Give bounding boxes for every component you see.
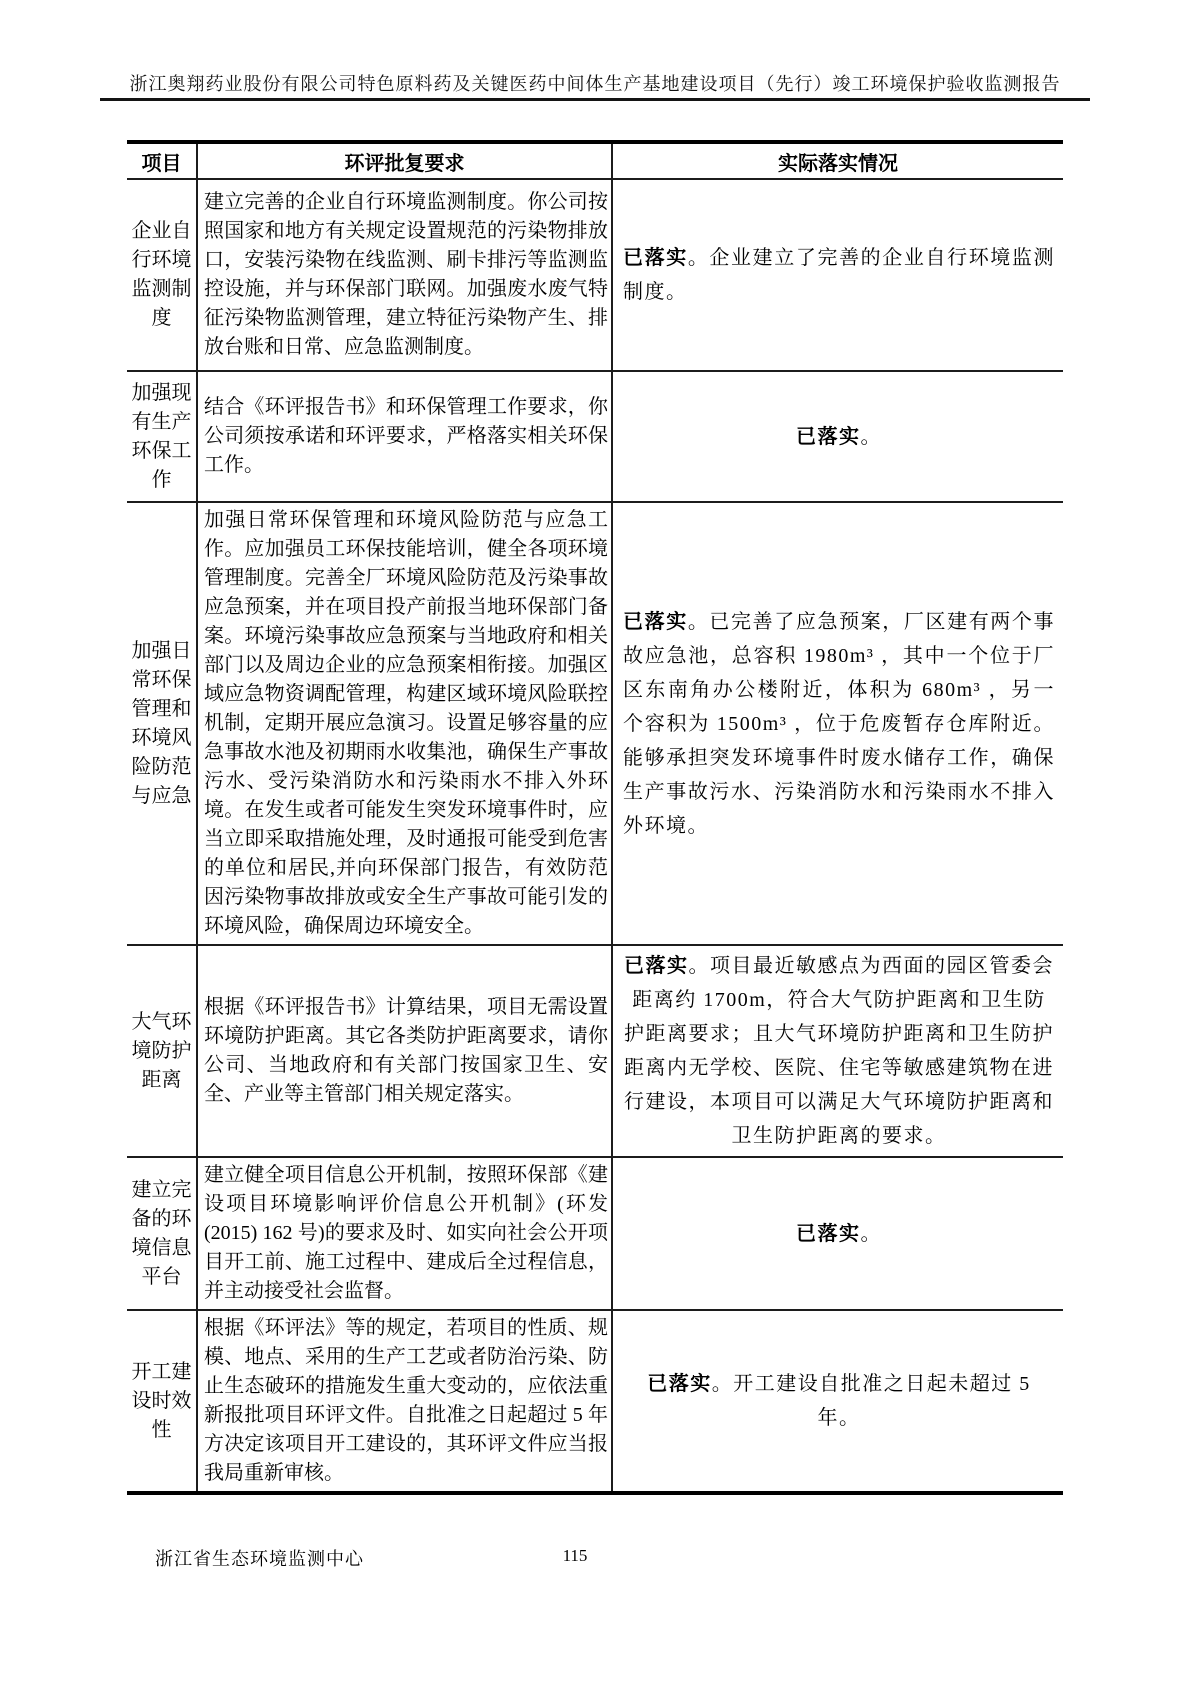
status-text: 。开工建设自批准之日起未超过 5 年。 [711, 1373, 1031, 1429]
item-label: 企业自行环境监测制度 [127, 179, 197, 371]
item-label: 建立完备的环境信息平台 [127, 1157, 197, 1310]
status-text: 。 [860, 425, 882, 448]
status-badge: 已落实 [647, 1373, 712, 1395]
status-badge: 已落实 [623, 610, 688, 633]
column-header-requirement: 环评批复要求 [197, 142, 612, 179]
table-header-row [127, 142, 1063, 179]
table-row [127, 945, 1063, 1157]
status-text: 。项目最近敏感点为西面的园区管委会距离约 1700m，符合大气防护距离和卫生防护距离要求；且大气环境防护距离和卫生防护距离内无学校、医院、住宅等敏感建筑物在进行建设，本项目可以满足大气环境防护距离和卫生防护距离的要求。 [624, 955, 1054, 1147]
page-header-title: 浙江奥翔药业股份有限公司特色原料药及关键医药中间体生产基地建设项目（先行）竣工环境保护验收监测报告 [129, 74, 1061, 94]
status-badge: 已落实 [623, 247, 688, 269]
status-badge: 已落实 [796, 1222, 861, 1245]
requirement-text: 结合《环评报告书》和环保管理工作要求，你公司须按承诺和环评要求，严格落实相关环保工作。 [197, 371, 612, 502]
footer-organization: 浙江省生态环境监测中心 [155, 1549, 364, 1569]
status-text: 。已完善了应急预案，厂区建有两个事故应急池，总容积 1980m³ ，其中一个位于厂区东南角办公楼附近，体积为 680m³ ，另一个容积为 1500m³ ，位于危废暂存仓库附近。能够承担突发环境事件时废水储存工作，确保生产事故污水、污染消防水和污染雨水不排入外环境。 [623, 610, 1056, 837]
table-row [127, 179, 1063, 371]
status-cell [612, 945, 1063, 1157]
status-badge: 已落实 [796, 425, 861, 448]
item-label: 大气环境防护距离 [127, 945, 197, 1157]
header-rule [100, 98, 1090, 101]
table-row [127, 371, 1063, 502]
table-row [127, 502, 1063, 945]
status-cell [612, 1310, 1063, 1493]
item-label: 开工建设时效性 [127, 1310, 197, 1493]
requirement-text: 建立完善的企业自行环境监测制度。你公司按照国家和地方有关规定设置规范的污染物排放口，安装污染物在线监测、刷卡排污等监测监控设施，并与环保部门联网。加强废水废气特征污染物监测管理，建立特征污染物产生、排放台账和日常、应急监测制度。 [197, 179, 612, 371]
status-cell [612, 1157, 1063, 1310]
item-label: 加强日常环保管理和环境风险防范与应急 [127, 502, 197, 945]
requirement-text: 建立健全项目信息公开机制，按照环保部《建设项目环境影响评价信息公开机制》(环发 (2015) 162 号)的要求及时、如实向社会公开项目开工前、施工过程中、建成后全过程信息，并主动接受社会监督。 [197, 1157, 612, 1310]
column-header-item: 项目 [127, 142, 197, 179]
status-text: 。 [860, 1222, 882, 1245]
requirement-text: 根据《环评报告书》计算结果，项目无需设置环境防护距离。其它各类防护距离要求，请你公司、当地政府和有关部门按国家卫生、安全、产业等主管部门相关规定落实。 [197, 945, 612, 1157]
requirement-text: 根据《环评法》等的规定，若项目的性质、规模、地点、采用的生产工艺或者防治污染、防止生态破环的措施发生重大变动的，应依法重新报批项目环评文件。自批准之日起超过 5 年方决定该项目开工建设的，其环评文件应当报我局重新审核。 [197, 1310, 612, 1493]
status-cell [612, 371, 1063, 502]
table-row [127, 1157, 1063, 1310]
column-header-implementation: 实际落实情况 [612, 142, 1063, 179]
status-cell [612, 502, 1063, 945]
status-cell [612, 179, 1063, 371]
page-number: 115 [562, 1546, 588, 1565]
requirement-text: 加强日常环保管理和环境风险防范与应急工作。应加强员工环保技能培训，健全各项环境管理制度。完善全厂环境风险防范及污染事故应急预案，并在项目投产前报当地环保部门备案。环境污染事故应急预案与当地政府和相关部门以及周边企业的应急预案相衔接。加强区域应急物资调配管理，构建区域环境风险联控机制，定期开展应急演习。设置足够容量的应急事故水池及初期雨水收集池，确保生产事故污水、受污染消防水和污染雨水不排入外环境。在发生或者可能发生突发环境事件时，应当立即采取措施处理，及时通报可能受到危害的单位和居民,并向环保部门报告，有效防范因污染物事故排放或安全生产事故可能引发的环境风险，确保周边环境安全。 [197, 502, 612, 945]
table-row [127, 1310, 1063, 1493]
status-text: 。企业建立了完善的企业自行环境监测制度。 [623, 247, 1056, 303]
item-label: 加强现有生产环保工作 [127, 371, 197, 502]
requirements-table [127, 140, 1063, 1495]
status-badge: 已落实 [624, 955, 689, 977]
